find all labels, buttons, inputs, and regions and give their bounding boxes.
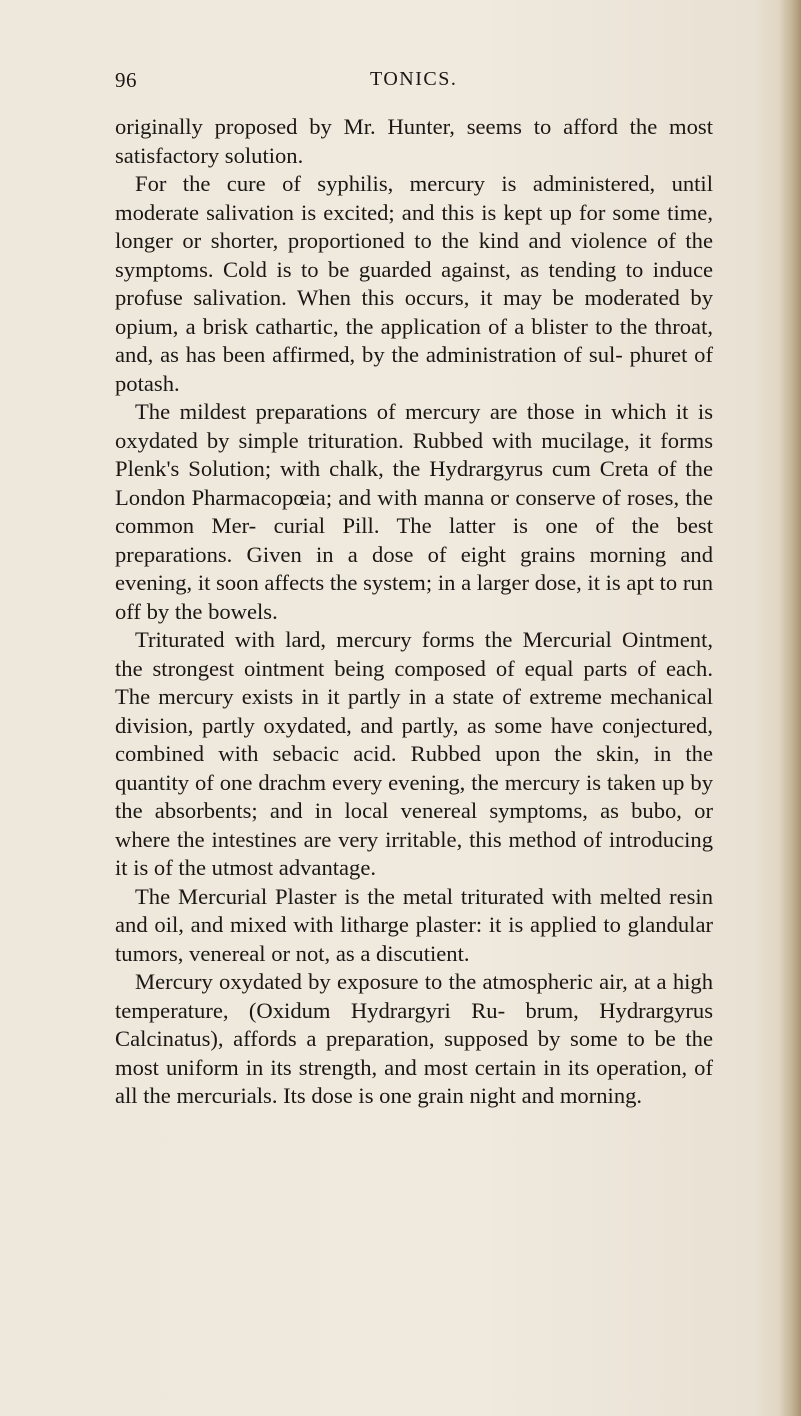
- paragraph-syphilis-treatment: For the cure of syphilis, mercury is administered, until moderate salivation is excited; and this is kept up for some time, longer or shorter, proportioned to the kind and violence of the symptoms. Cold is to be guarded against, as tending to induce profuse salivation. When this occurs, it may be moderated by opium, a brisk cathartic, the application of a blister to the throat, and, as has been affirmed, by the administration of sul- phuret of potash.: [115, 171, 713, 396]
- page-edge-shadow: [779, 0, 801, 1416]
- paragraph-continuation: originally proposed by Mr. Hunter, seems to afford the most satisfactory solution.: [115, 114, 713, 168]
- page-number: 96: [115, 68, 137, 92]
- paragraph-mercurial-plaster: The Mercurial Plaster is the metal triturated with melted resin and oil, and mixed with litharge plaster: it is applied to glandular tumors, venereal or not, as a discutient.: [115, 883, 713, 966]
- paragraph-oxidum-hydrargyri: Mercury oxydated by exposure to the atmospheric air, at a high temperature, (Oxidum Hydrargyri Ru- brum, Hydrargyrus Calcinatus), affords a preparation, supposed by some to be the most uniform in its strength, and most certain in its operation, of all the mercurials. Its dose is one grain night and morning.: [115, 969, 713, 1108]
- page-header: [115, 68, 715, 98]
- body-text: [115, 113, 713, 1111]
- paragraph-mercurial-ointment: Triturated with lard, mercury forms the Mercurial Ointment, the strongest ointment being composed of equal parts of each. The mercury exists in it partly in a state of extreme mechanical division, partly oxydated, and partly, as some have conjectured, combined with sebacic acid. Rubbed upon the skin, in the quantity of one drachm every evening, the mercury is taken up by the absorbents; and in local venereal symptoms, as bubo, or where the intestines are very irritable, this method of introducing it is of the utmost advantage.: [115, 627, 713, 880]
- paragraph-mild-preparations: The mildest preparations of mercury are those in which it is oxydated by simple trituration. Rubbed with mucilage, it forms Plenk's Solution; with chalk, the Hydrargyrus cum Creta of the London Pharmacopœia; and with manna or conserve of roses, the common Mer- curial Pill. The latter is one of the best preparations. Given in a dose of eight grains morning and evening, it soon affects the system; in a larger dose, it is apt to run off by the bowels.: [115, 399, 713, 624]
- running-title: TONICS.: [370, 68, 458, 90]
